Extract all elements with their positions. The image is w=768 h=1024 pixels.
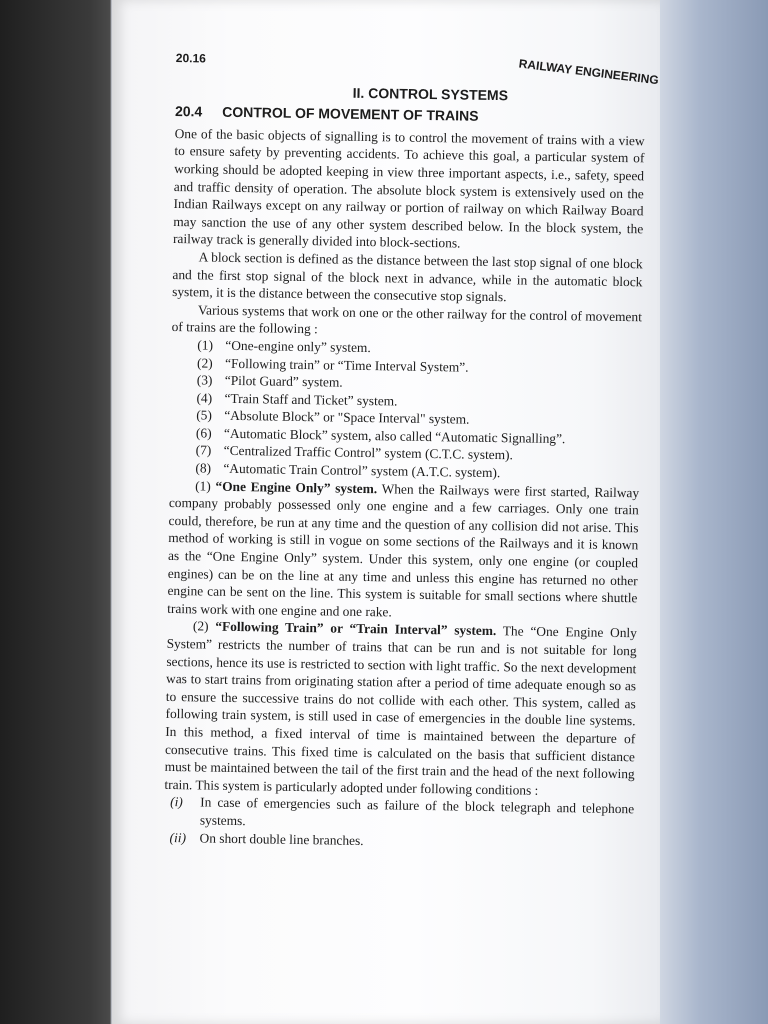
intro-paragraph: One of the basic objects of signalling is to control the movement of trains with a view to ensure safety by preventing accidents. To achieve this goal, a particular system of working should be adopted keeping in view three important aspects, i.e., safety, speed and traffic density of operation. The absolute block system is extensively used on the Indian Railways except on any railway or portion of railway on which Railway Board may sanction the use of any other system described below. In the block system, the railway track is generally divided into block-sections. (172, 125, 645, 251)
part-title: II. CONTROL SYSTEMS (352, 84, 509, 103)
following-train-number: (2) (192, 618, 209, 634)
section-title: CONTROL OF MOVEMENT OF TRAINS (222, 103, 479, 124)
list-item: (4) “Train Staff and Ticket” system. (196, 390, 398, 409)
systems-list (169, 336, 641, 484)
list-item: (7) “Centralized Traffic Control” system (C.T.C. system). (195, 442, 514, 463)
list-item: (i) In case of emergencies such as failure of the block telegraph and telephone systems. (170, 794, 635, 829)
page-content (163, 50, 660, 853)
section-heading (175, 103, 645, 128)
book-page (112, 0, 660, 1024)
following-train-paragraph (164, 617, 637, 800)
conditions-list (163, 793, 634, 853)
one-engine-number: (1) (195, 478, 211, 494)
one-engine-heading: “One Engine Only” system. (215, 478, 378, 496)
list-item: (1) “One-engine only” system. (197, 337, 371, 356)
list-item: (8) “Automatic Train Control” system (A.T.C. system). (195, 460, 501, 481)
book-title: RAILWAY ENGINEERING (518, 56, 660, 88)
block-section-paragraph: A block section is defined as the distance between the last stop signal of one block and the first stop signal of the block next in advance, while in the automatic block system, it is the distance between the consecutive stop signals. (172, 249, 643, 305)
list-item: (5) “Absolute Block” or "Space Interval" system. (196, 407, 470, 427)
one-engine-paragraph (167, 477, 639, 625)
one-engine-text: When the Railways were first started, Railway company probably possessed only one engine and a few carriages. Only one train could, therefore, be run at any time and the question of any collision did not arise. This method of working is still in vogue on some sections of the Railways and it is known as the “One Engine Only” system. Under this system, only one engine (or coupled engines) can be on the line at any time and unless this engine has returned no other engine can be sent on the line. This system is suitable for small sections where shuttle trains work with one engine and one rake. (167, 480, 640, 620)
running-head (175, 50, 660, 88)
following-train-text: The “One Engine Only System” restricts the number of trains that can be run and is not suitable for long sections, hence its use is restricted to section with light traffic. So the next development was to start trains from originating station after a period of time adequate enough so as to ensure the successive trains do not collide with each other. This system, called as following train system, is still used in case of emergencies in the double line systems. In this method, a fixed interval of time is maintained between the departure of consecutive trains. This fixed time is calculated on the basis that sufficient distance must be maintained between the tail of the first train and the head of the next following train. This system is particularly adopted under following conditions : (164, 623, 638, 798)
various-systems-paragraph: Various systems that work on one or the other railway for the control of movement of trains are the following : (171, 302, 642, 337)
list-item: (ii) On short double line branches. (169, 829, 364, 848)
section-number: 20.4 (174, 103, 203, 120)
list-item: (6) “Automatic Block” system, also called “Automatic Signalling”. (195, 425, 566, 447)
list-item: (3) “Pilot Guard” system. (196, 372, 343, 390)
page-number: 20.16 (175, 50, 207, 66)
following-train-heading: “Following Train” or “Train Interval” system. (215, 619, 497, 639)
list-item: (2) “Following train” or “Time Interval System”. (196, 354, 469, 375)
